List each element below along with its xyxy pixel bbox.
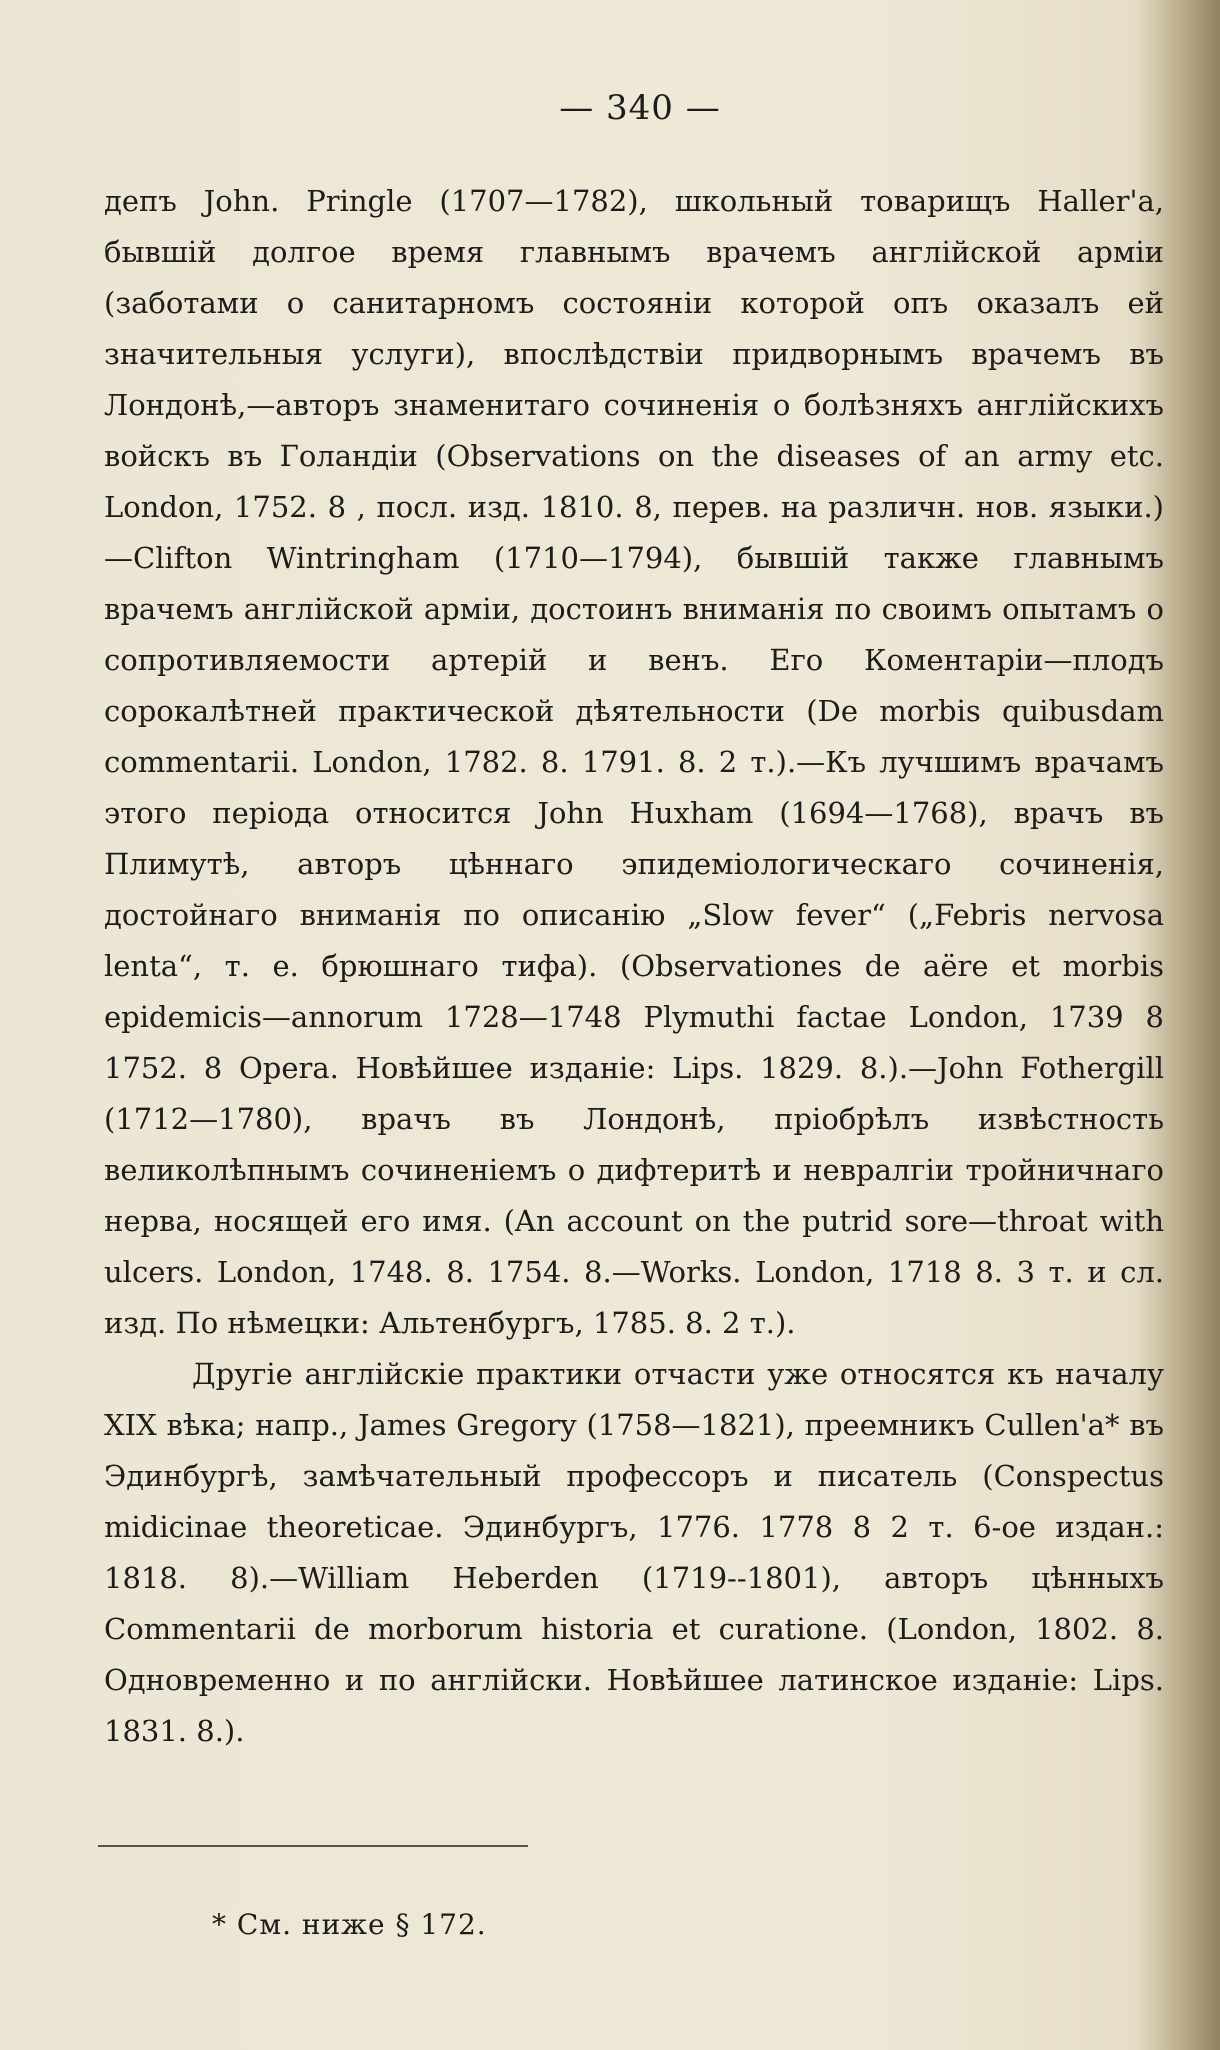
page-number: — 340 — [559, 88, 721, 128]
body-text [104, 176, 1164, 1757]
paragraph-1: депъ John. Pringle (1707—1782), школьный товарищъ Haller'а, бывшій долгое время главнымъ врачемъ англійской арміи (заботами о санитарномъ состояніи которой опъ оказалъ ей значительныя услуги), впослѣдствіи придворнымъ врачемъ въ Лондонѣ,—авторъ знаменитаго сочиненія о болѣзняхъ англійскихъ войскъ въ Голандіи (Observations on the diseases of an army etc. London, 1752. 8 , посл. изд. 1810. 8, перев. на различн. нов. языки.)—Clifton Wintringham (1710—1794), бывшій также главнымъ врачемъ англійской арміи, достоинъ вниманія по своимъ опытамъ о сопротивляемости артерій и венъ. Его Коментаріи—плодъ сорокалѣтней практической дѣятельности (De morbis quibusdam commentarii. London, 1782. 8. 1791. 8. 2 т.).—Къ лучшимъ врачамъ этого періода относится John Huxham (1694—1768), врачъ въ Плимутѣ, авторъ цѣннаго эпидеміологическаго сочиненія, достойнаго вниманія по описанію „Slow fever“ („Febris nervosa lenta“, т. е. брюшнаго тифа). (Observationes de aëre et morbis epidemicis—annorum 1728—1748 Plymuthi factae London, 1739 8 1752. 8 Opera. Новѣйшее изданіе: Lips. 1829. 8.).—John Fothergill (1712—1780), врачъ въ Лондонѣ, пріобрѣлъ извѣстность великолѣпнымъ сочиненіемъ о дифтеритѣ и невралгіи тройничнаго нерва, носящей его имя. (An account on the putrid sore—throat with ulcers. London, 1748. 8. 1754. 8.—Works. London, 1718 8. 3 т. и сл. изд. По нѣмецки: Альтенбургъ, 1785. 8. 2 т.). [104, 184, 1164, 1340]
footnote-divider [98, 1845, 528, 1847]
footnote: * См. ниже § 172. [212, 1908, 487, 1941]
paragraph-2: Другіе англійскіе практики отчасти уже относятся къ началу XIX вѣка; напр., James Gregory (1758—1821), преемникъ Cullen'а* въ Эдинбургѣ, замѣчательный профессоръ и писатель (Conspectus midicinae theoreticae. Эдинбургъ, 1776. 1778 8 2 т. 6-ое издан.: 1818. 8).—William Heberden (1719--1801), авторъ цѣнныхъ Commentarii de morborum historia et curatione. (London, 1802. 8. Одновременно и по англійски. Новѣйшее латинское изданіе: Lips. 1831. 8.). [104, 1357, 1164, 1748]
